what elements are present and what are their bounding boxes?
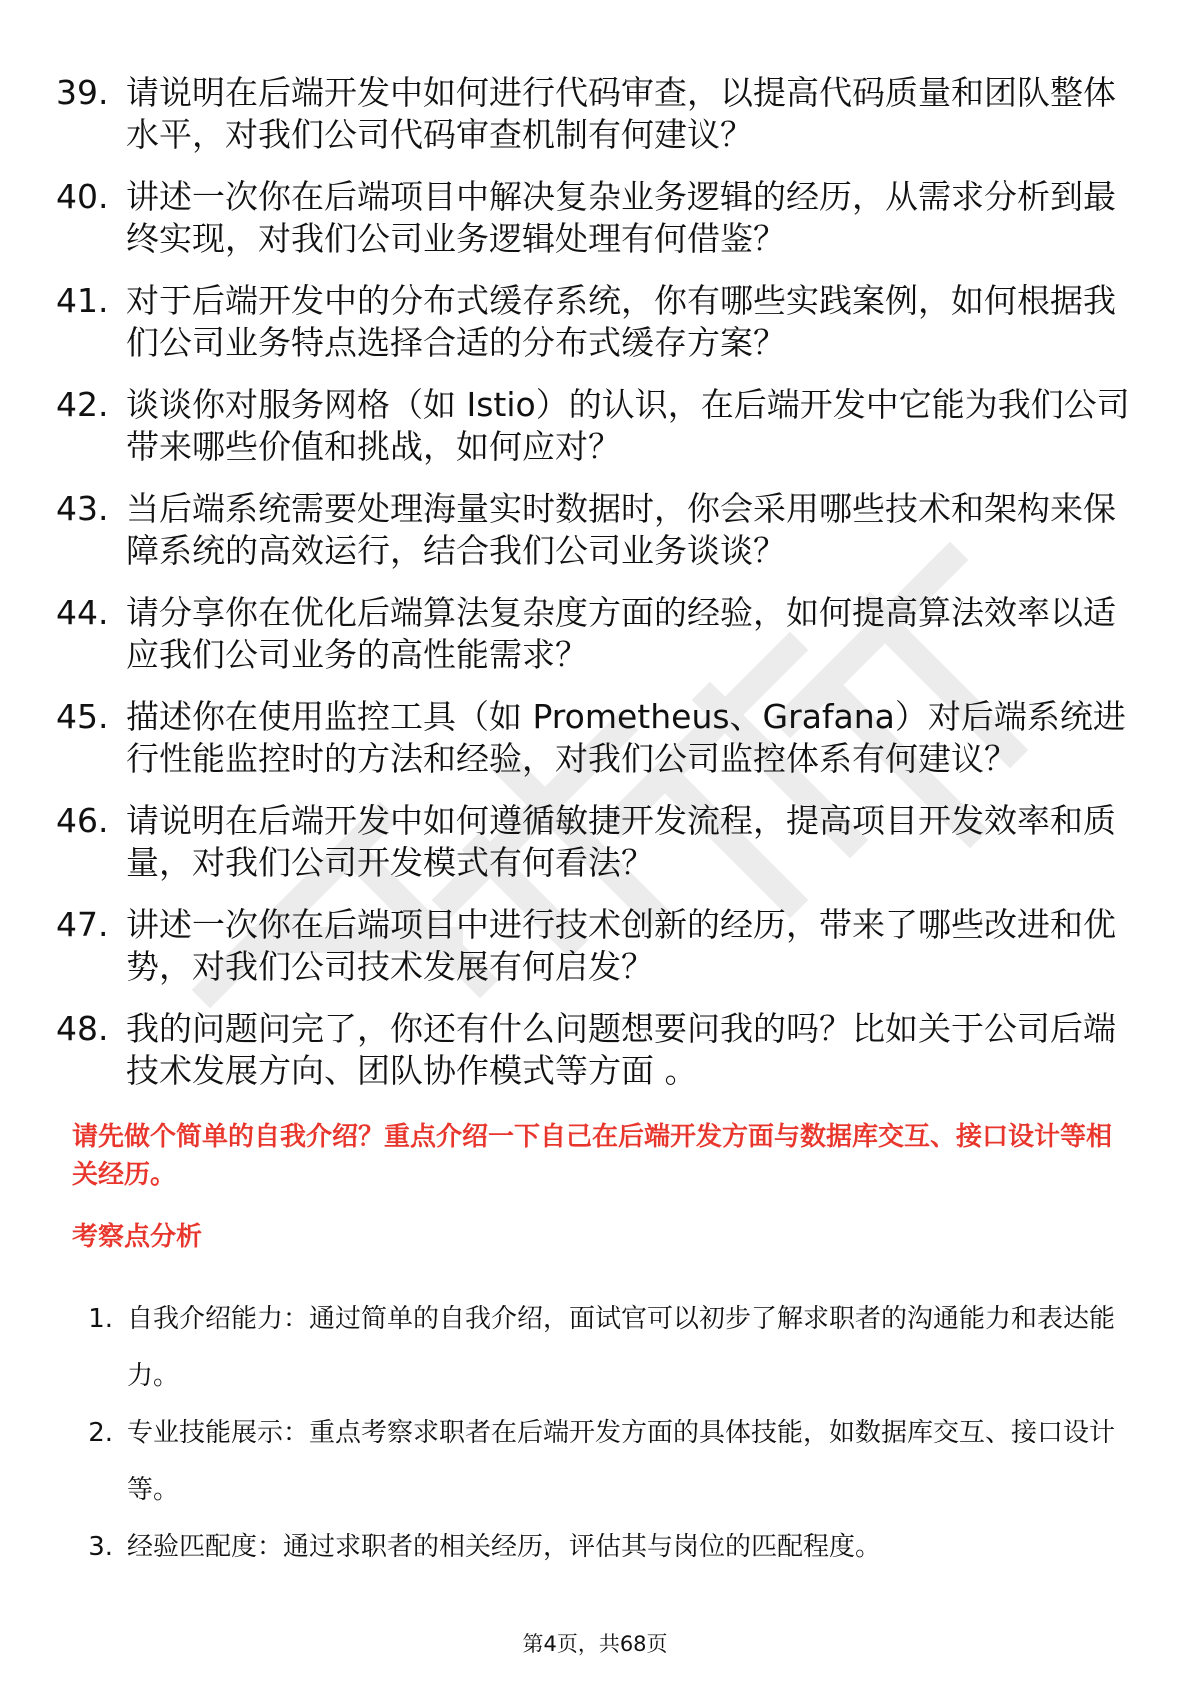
question-number: 39.	[56, 73, 109, 112]
question-text: 讲述一次你在后端项目中解决复杂业务逻辑的经历，从需求分析到最终实现，对我们公司业务逻辑处理有何借鉴？	[126, 177, 1116, 258]
analysis-point-1	[72, 1291, 1132, 1405]
question-text: 我的问题问完了，你还有什么问题想要问我的吗？比如关于公司后端技术发展方向、团队协作模式等方面 。	[126, 1009, 1116, 1090]
question-item-48	[56, 1008, 1136, 1092]
question-number: 42.	[56, 385, 109, 424]
question-item-46	[56, 800, 1136, 884]
analysis-point-list	[72, 1291, 1132, 1576]
question-number: 48.	[56, 1009, 109, 1048]
question-text: 请分享你在优化后端算法复杂度方面的经验，如何提高算法效率以适应我们公司业务的高性能需求？	[126, 593, 1116, 674]
analysis-heading: 考察点分析	[72, 1222, 203, 1252]
question-number: 46.	[56, 801, 109, 840]
analysis-point-text: 专业技能展示：重点考察求职者在后端开发方面的具体技能，如数据库交互、接口设计等。	[127, 1418, 1116, 1505]
question-text: 讲述一次你在后端项目中进行技术创新的经历，带来了哪些改进和优势，对我们公司技术发展有何启发？	[126, 905, 1116, 986]
question-number: 44.	[56, 593, 109, 632]
question-item-42	[56, 384, 1136, 468]
question-number: 45.	[56, 697, 109, 736]
question-text: 请说明在后端开发中如何遵循敏捷开发流程，提高项目开发效率和质量，对我们公司开发模式有何看法？	[126, 801, 1116, 882]
analysis-point-3	[72, 1519, 1132, 1576]
question-item-41	[56, 280, 1136, 364]
analysis-point-text: 经验匹配度：通过求职者的相关经历，评估其与岗位的匹配程度。	[127, 1532, 882, 1562]
analysis-point-number: 1.	[88, 1304, 113, 1334]
question-text: 当后端系统需要处理海量实时数据时，你会采用哪些技术和架构来保障系统的高效运行，结合我们公司业务谈谈？	[126, 489, 1116, 570]
question-number: 47.	[56, 905, 109, 944]
question-item-44	[56, 592, 1136, 676]
page-number-footer: 第4页，共68页	[522, 1632, 668, 1656]
question-text: 对于后端开发中的分布式缓存系统，你有哪些实践案例，如何根据我们公司业务特点选择合适的分布式缓存方案？	[126, 281, 1116, 362]
question-number: 41.	[56, 281, 109, 320]
question-number: 43.	[56, 489, 109, 528]
analysis-point-number: 2.	[88, 1418, 113, 1448]
analysis-point-number: 3.	[88, 1532, 113, 1562]
question-item-45	[56, 696, 1136, 780]
question-item-40	[56, 176, 1136, 260]
analysis-point-2	[72, 1405, 1132, 1519]
question-item-43	[56, 488, 1136, 572]
question-item-39	[56, 72, 1136, 156]
question-text: 请说明在后端开发中如何进行代码审查，以提高代码质量和团队整体水平，对我们公司代码审查机制有何建议？	[126, 73, 1116, 154]
question-text: 描述你在使用监控工具（如 Prometheus、Grafana）对后端系统进行性能监控时的方法和经验，对我们公司监控体系有何建议？	[126, 697, 1126, 778]
question-number: 40.	[56, 177, 109, 216]
analysis-point-text: 自我介绍能力：通过简单的自我介绍，面试官可以初步了解求职者的沟通能力和表达能力。	[127, 1304, 1116, 1391]
question-text: 谈谈你对服务网格（如 Istio）的认识，在后端开发中它能为我们公司带来哪些价值和挑战，如何应对？	[126, 385, 1130, 466]
intro-question-heading: 请先做个简单的自我介绍？重点介绍一下自己在后端开发方面与数据库交互、接口设计等相关经历。	[72, 1122, 1113, 1190]
question-item-47	[56, 904, 1136, 988]
question-list	[56, 72, 1136, 1112]
